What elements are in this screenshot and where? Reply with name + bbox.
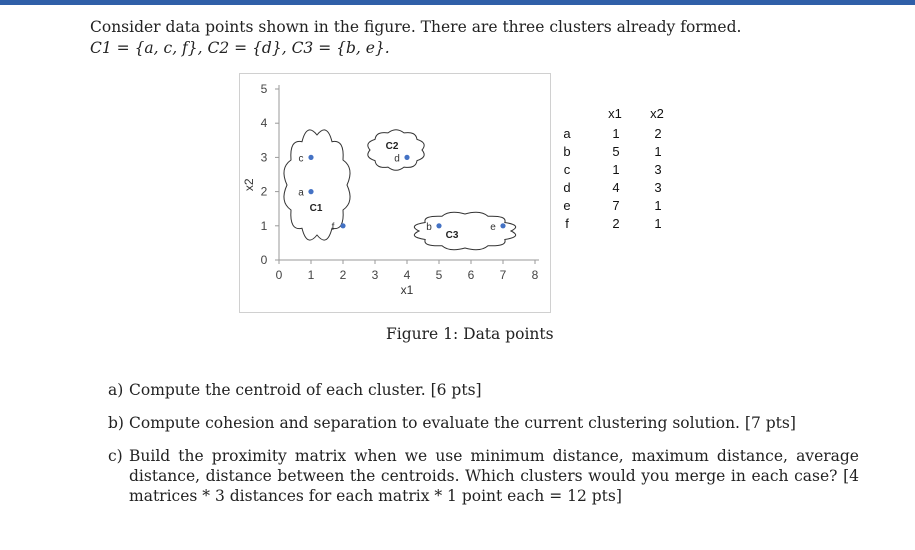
y-axis-label: x2 xyxy=(242,178,256,192)
cluster-c1-outline xyxy=(284,130,350,240)
y-tick-label: 5 xyxy=(260,82,268,96)
x-tick-label: 8 xyxy=(531,268,539,282)
question-a xyxy=(108,380,859,400)
data-point-label: a xyxy=(298,187,304,199)
cluster-label: C2 xyxy=(385,141,399,152)
table-cell: 1 xyxy=(612,162,620,177)
y-tick-label: 0 xyxy=(260,253,268,267)
x-tick-label: 3 xyxy=(371,268,379,282)
table-row-label: c xyxy=(563,162,571,177)
y-tick-label: 1 xyxy=(260,218,268,233)
x-tick-label: 1 xyxy=(307,268,315,282)
y-tick-label: 4 xyxy=(260,116,268,131)
data-point-label: b xyxy=(426,221,432,233)
data-point xyxy=(340,223,345,228)
cluster-label: C1 xyxy=(309,203,323,214)
table-row-label: d xyxy=(563,180,571,195)
table-row-label: f xyxy=(565,216,569,231)
x-tick-label: 0 xyxy=(275,268,283,282)
data-point xyxy=(404,155,409,160)
data-point xyxy=(500,223,505,228)
y-tick-label: 2 xyxy=(260,184,268,199)
question-text: Compute cohesion and separation to evaluate the current clustering solution. [7 pts] xyxy=(129,414,796,432)
question-label: b) xyxy=(108,414,124,432)
question-text: Build the proximity matrix when we use minimum distance, maximum distance, average distance, distance between the centroids. Which clusters would you merge in each case? [4 matrices * 3 distances for each matrix * 1 point each = 12 pts] xyxy=(129,447,859,505)
table-cell: 4 xyxy=(612,180,620,195)
x-tick-label: 6 xyxy=(467,268,475,282)
data-point-label: e xyxy=(490,221,496,233)
data-point-label: f xyxy=(331,221,335,233)
problem-intro xyxy=(90,17,741,59)
table-cell: 1 xyxy=(654,198,662,213)
question-label: a) xyxy=(108,381,124,399)
table-cell: 5 xyxy=(612,144,620,159)
table-row-label: b xyxy=(563,144,571,159)
table-cell: 7 xyxy=(612,198,620,213)
question-text: Compute the centroid of each cluster. [6 pts] xyxy=(129,381,482,399)
intro-cluster-definition: C1 = {a, c, f}, C2 = {d}, C3 = {b, e}. xyxy=(90,39,390,57)
table-cell: 3 xyxy=(654,180,662,195)
table-header: x2 xyxy=(650,106,664,121)
cluster-label: C3 xyxy=(445,230,459,241)
table-cell: 1 xyxy=(654,144,662,159)
top-accent-bar xyxy=(0,0,915,5)
question-label: c) xyxy=(108,447,123,465)
table-cell: 3 xyxy=(654,162,662,177)
question-list xyxy=(108,380,859,519)
table-cell: 1 xyxy=(612,126,620,141)
data-point-label: c xyxy=(298,153,304,165)
x-tick-label: 2 xyxy=(339,268,347,282)
data-point xyxy=(436,223,441,228)
table-cell: 2 xyxy=(654,126,662,141)
table-cell: 2 xyxy=(612,216,620,231)
intro-line-1: Consider data points shown in the figure. There are three clusters already formed. xyxy=(90,18,742,36)
data-point-label: d xyxy=(394,153,400,165)
figure-caption: Figure 1: Data points xyxy=(386,325,554,343)
x-tick-label: 7 xyxy=(499,268,507,282)
y-tick-label: 3 xyxy=(260,150,268,165)
table-row-label: e xyxy=(563,198,571,213)
table-cell: 1 xyxy=(654,216,662,231)
data-point xyxy=(308,189,313,194)
table-row-label: a xyxy=(563,126,571,141)
table-header: x1 xyxy=(608,106,622,121)
question-b xyxy=(108,413,859,433)
x-tick-label: 5 xyxy=(435,268,443,282)
x-axis-label: x1 xyxy=(400,283,414,297)
question-c xyxy=(108,446,859,506)
scatter-chart xyxy=(239,73,664,313)
x-tick-label: 4 xyxy=(403,268,411,282)
data-point xyxy=(308,155,313,160)
